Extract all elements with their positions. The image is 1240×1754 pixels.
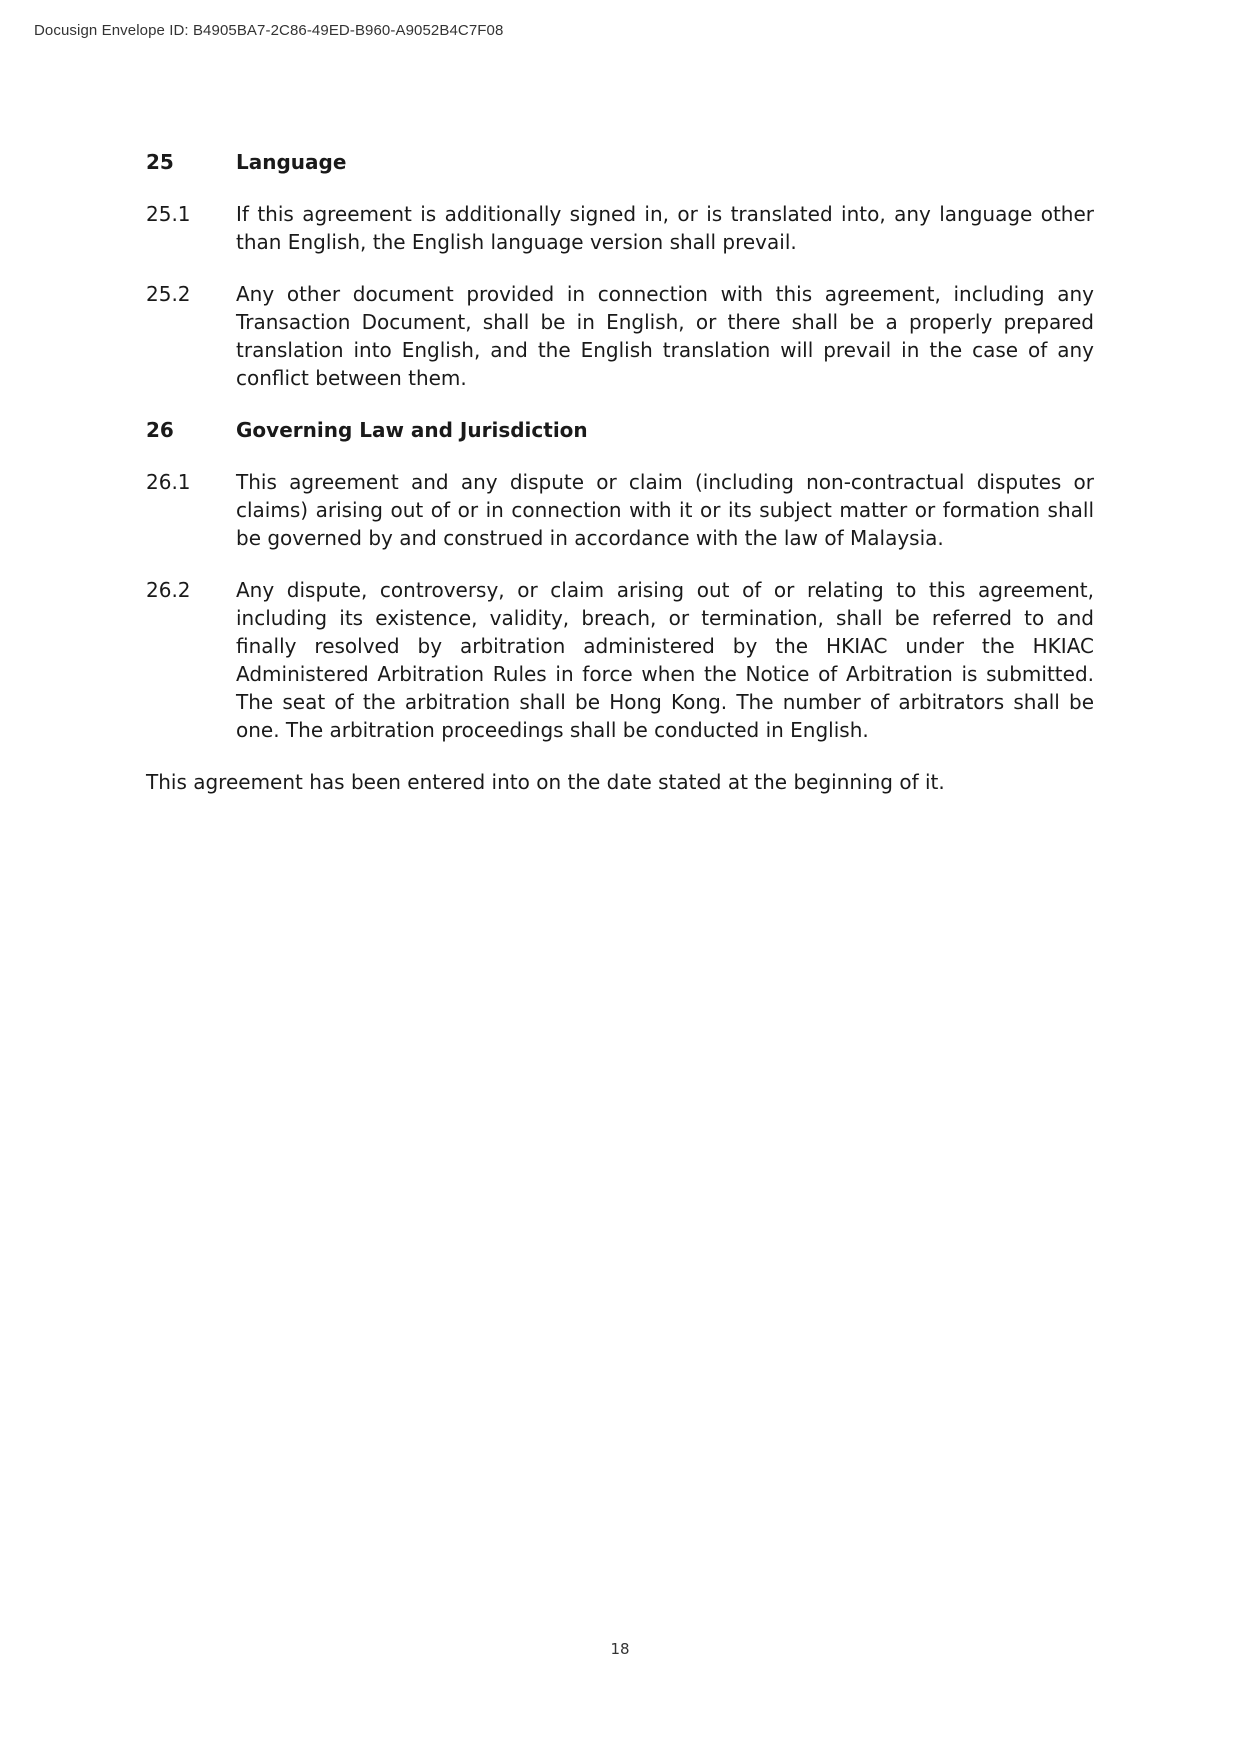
page-number: 18: [610, 1640, 630, 1658]
section-title: Governing Law and Jurisdiction: [236, 418, 588, 442]
clause-25-2: [146, 280, 1094, 392]
docusign-envelope-id: Docusign Envelope ID: B4905BA7-2C86-49ED-B960-A9052B4C7F08: [34, 22, 504, 39]
clause-number: 25.2: [146, 282, 191, 306]
clause-number: 26.2: [146, 578, 191, 602]
clause-text: If this agreement is additionally signed in, or is translated into, any language other than English, the English language version shall prevail.: [236, 202, 1094, 254]
section-title: Language: [236, 150, 347, 174]
section-heading-governing-law: [146, 416, 1094, 444]
document-body: [146, 148, 1094, 796]
section-heading-language: [146, 148, 1094, 176]
clause-number: 25.1: [146, 202, 191, 226]
closing-statement: This agreement has been entered into on the date stated at the beginning of it.: [146, 770, 945, 794]
clause-26-1: [146, 468, 1094, 552]
section-number: 26: [146, 418, 174, 442]
clause-text: Any dispute, controversy, or claim arising out of or relating to this agreement, including its existence, validity, breach, or termination, shall be referred to and finally resolved by arbitration administered by the HKIAC under the HKIAC Administered Arbitration Rules in force when the Notice of Arbitration is submitted. The seat of the arbitration shall be Hong Kong. The number of arbitrators shall be one. The arbitration proceedings shall be conducted in English.: [236, 578, 1094, 742]
clause-text: Any other document provided in connection with this agreement, including any Transaction Document, shall be in English, or there shall be a properly prepared translation into English, and the English translation will prevail in the case of any conflict between them.: [236, 282, 1094, 390]
clause-text: This agreement and any dispute or claim (including non-contractual disputes or claims) arising out of or in connection with it or its subject matter or formation shall be governed by and construed in accordance with the law of Malaysia.: [236, 470, 1094, 550]
clause-26-2: [146, 576, 1094, 744]
section-number: 25: [146, 150, 174, 174]
clause-number: 26.1: [146, 470, 191, 494]
clause-25-1: [146, 200, 1094, 256]
